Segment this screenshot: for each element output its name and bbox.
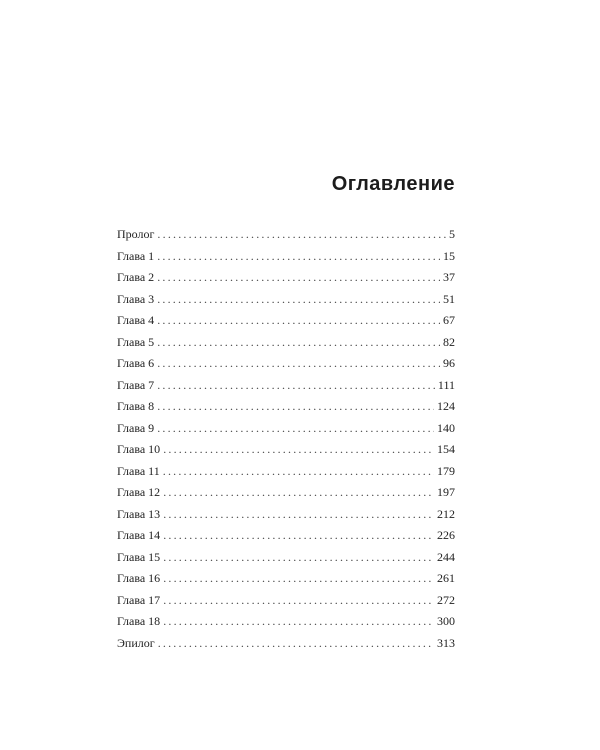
toc-page-number: 154 xyxy=(437,442,455,456)
toc-entry-label: Глава 12 xyxy=(117,485,161,499)
dot-leader xyxy=(157,335,440,350)
dot-leader xyxy=(157,249,440,264)
toc-page-number: 300 xyxy=(437,614,455,628)
toc-page-number: 261 xyxy=(437,571,455,585)
toc-entry-label: Глава 13 xyxy=(117,506,161,521)
toc-entry-label: Глава 7 xyxy=(117,377,155,392)
toc-entry-label: Глава 11 xyxy=(117,463,160,478)
dot-leader xyxy=(157,356,440,371)
toc-entry-label: Глава 1 xyxy=(117,248,155,263)
toc-entry xyxy=(117,464,455,486)
toc-entry-label: Глава 18 xyxy=(117,614,161,628)
toc-page-number: 226 xyxy=(437,528,455,542)
toc-page-number: 212 xyxy=(437,506,455,521)
toc-entry xyxy=(117,335,455,357)
dot-leader xyxy=(163,550,434,565)
toc-entry xyxy=(117,399,455,421)
toc-entry-label: Эпилог xyxy=(117,635,155,650)
toc-entry-label: Пролог xyxy=(117,227,155,241)
toc-page-number: 5 xyxy=(449,227,455,241)
toc-entry xyxy=(117,227,455,249)
dot-leader xyxy=(163,614,434,629)
toc-entry-label: Глава 2 xyxy=(117,270,155,284)
toc-entry-label: Глава 9 xyxy=(117,420,155,435)
toc-entry xyxy=(117,571,455,593)
dot-leader xyxy=(163,485,434,500)
dot-leader xyxy=(157,378,435,393)
toc-entry xyxy=(117,550,455,572)
dot-leader xyxy=(163,593,434,608)
toc-page-number: 15 xyxy=(443,248,455,263)
toc-entry-label: Глава 15 xyxy=(117,549,161,564)
toc-entry xyxy=(117,485,455,507)
toc-entry xyxy=(117,356,455,378)
dot-leader xyxy=(163,528,434,543)
toc-entry-label: Глава 16 xyxy=(117,571,161,585)
dot-leader xyxy=(157,292,440,307)
toc-entry xyxy=(117,636,455,658)
table-of-contents xyxy=(117,227,455,657)
toc-page-number: 313 xyxy=(437,635,455,650)
toc-entry xyxy=(117,292,455,314)
toc-page-number: 124 xyxy=(437,399,455,413)
toc-entry xyxy=(117,614,455,636)
toc-page-number: 67 xyxy=(443,313,455,327)
toc-entry-label: Глава 5 xyxy=(117,334,155,349)
dot-leader xyxy=(163,442,434,457)
toc-page-number: 96 xyxy=(443,356,455,370)
dot-leader xyxy=(163,464,434,479)
toc-page-number: 272 xyxy=(437,592,455,607)
toc-entry xyxy=(117,442,455,464)
toc-page-number: 51 xyxy=(443,291,455,306)
toc-entry xyxy=(117,378,455,400)
page-title: Оглавление xyxy=(331,173,455,195)
toc-page-number: 82 xyxy=(443,334,455,349)
dot-leader xyxy=(163,507,434,522)
toc-entry xyxy=(117,249,455,271)
toc-entry xyxy=(117,593,455,615)
toc-page-number: 179 xyxy=(437,463,455,478)
toc-page-number: 111 xyxy=(437,377,455,392)
dot-leader xyxy=(157,270,440,285)
toc-page-number: 140 xyxy=(437,420,455,435)
toc-page-number: 197 xyxy=(437,485,455,499)
toc-entry xyxy=(117,421,455,443)
dot-leader xyxy=(157,421,434,436)
dot-leader xyxy=(157,313,440,328)
toc-entry xyxy=(117,270,455,292)
toc-entry-label: Глава 17 xyxy=(117,592,161,607)
toc-page-number: 37 xyxy=(443,270,455,284)
dot-leader xyxy=(157,227,446,242)
toc-entry-label: Глава 10 xyxy=(117,442,161,456)
toc-entry-label: Глава 8 xyxy=(117,399,155,413)
toc-entry-label: Глава 3 xyxy=(117,291,155,306)
dot-leader xyxy=(157,399,434,414)
toc-entry-label: Глава 4 xyxy=(117,313,155,327)
toc-entry-label: Глава 6 xyxy=(117,356,155,370)
dot-leader xyxy=(163,571,434,586)
dot-leader xyxy=(158,636,434,651)
toc-entry-label: Глава 14 xyxy=(117,528,161,542)
toc-page-number: 244 xyxy=(437,549,455,564)
toc-entry xyxy=(117,313,455,335)
toc-entry xyxy=(117,507,455,529)
toc-entry xyxy=(117,528,455,550)
